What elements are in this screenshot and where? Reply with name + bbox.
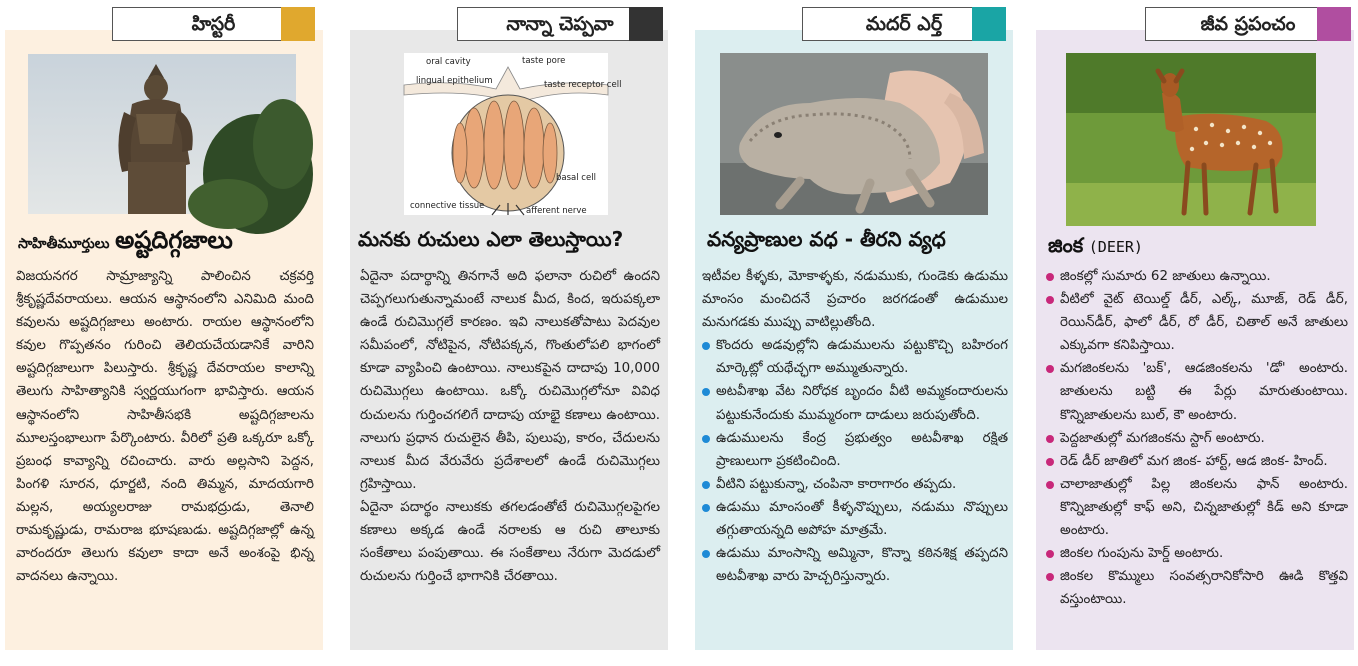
list-item: చాలాజాతుల్లో పిల్ల జింకలను ఫాన్ అంటారు. కొన్నిజాతుల్లో కాఫ్ అని, చిన్నజాతుల్లో కిడ్ అని కూడా అంటారు. [1046, 473, 1348, 542]
label-taste-receptor-cell: taste receptor cell [544, 80, 622, 90]
history-title [18, 226, 233, 260]
mother-earth-header-tab [972, 7, 1006, 41]
mother-earth-header-label: మదర్ ఎర్త్ [865, 13, 943, 35]
bullet-dot-icon [1046, 458, 1054, 466]
list-item: ఉడుము మాంసంతో కీళ్ళనొప్పులు, నడుము నొప్పులు తగ్గుతాయన్నది అపోహ మాత్రమే. [702, 496, 1008, 542]
taste-paragraph-2: ఏదైనా పదార్థం నాలుకకు తగలడంతోటే రుచిమొగ్గలపైగల కణాలు అక్కడ ఉండే నరాలకు ఆ రుచి తాలూకు సంకేతాలు పంపుతాయి. ఈ సంకేతాలు నేరుగా మెదడులో రుచులను గుర్తించే భాగానికి చేరతాయి. [360, 499, 660, 585]
taste-header-label: నాన్నా చెప్పవా [506, 13, 614, 35]
label-basal-cell: basal cell [556, 173, 596, 183]
list-item: పెద్దజాతుల్లో మగజింకను స్టాగ్ అంటారు. [1046, 427, 1348, 450]
bullet-dot-icon [1046, 365, 1054, 373]
list-item: ఉడుములను కేంద్ర ప్రభుత్వం అటవీశాఖ రక్షిత ప్రాణులుగా ప్రకటించింది. [702, 427, 1008, 473]
taste-header [457, 7, 663, 41]
list-item: వీటిని పట్టుకున్నా, చంపినా కారాగారం తప్పదు. [702, 473, 1008, 496]
deer-photo [1066, 53, 1316, 226]
list-item: అటవీశాఖ వేట నిరోధక బృందం వీటి అమ్మకందారులను పట్టుకునేందుకు ముమ్మరంగా దాడులు జరుపుతోంది. [702, 380, 1008, 426]
list-item: జింకల గుంపును హెర్డ్ అంటారు. [1046, 542, 1348, 565]
label-oral-cavity: oral cavity [426, 57, 471, 67]
mother-earth-header [802, 7, 1006, 41]
history-title-main: అష్టదిగ్గజాలు [115, 226, 233, 254]
list-item: రెడ్ డీర్ జాతిలో మగ జింక- హార్ట్, ఆడ జింక- హింద్. [1046, 450, 1348, 473]
living-world-title-sub: (DEER) [1088, 238, 1143, 256]
monitor-lizard-photo [720, 53, 988, 215]
bullet-dot-icon [702, 435, 710, 443]
bullet-dot-icon [1046, 550, 1054, 558]
living-world-body [1046, 265, 1348, 611]
bullet-dot-icon [702, 481, 710, 489]
mother-earth-body [702, 265, 1008, 588]
bullet-dot-icon [1046, 435, 1054, 443]
bullet-dot-icon [702, 550, 710, 558]
label-afferent-nerve: afferent nerve [526, 206, 587, 216]
list-item: ఉడుము మాంసాన్ని అమ్మినా, కొన్నా కఠినశిక్ష తప్పదని అటవీశాఖ వారు హెచ్చరిస్తున్నారు. [702, 542, 1008, 588]
taste-body [360, 265, 660, 588]
bullet-dot-icon [1046, 573, 1054, 581]
list-item: మగజింకలను 'బక్', ఆడజింకలను 'డో' అంటారు. జాతులను బట్టి ఈ పేర్లు మారుతుంటాయి. కొన్నిజాతులను బుల్, కౌ అంటారు. [1046, 357, 1348, 426]
label-lingual-epithelium: lingual epithelium [416, 76, 493, 86]
mother-earth-intro: ఇటీవల కీళ్ళకు, మోకాళ్ళకు, నడుముకు, గుండెకు ఉడుము మాంసం మంచిదనే ప్రచారం జరగడంతో ఉడుముల మనుగడకు ముప్పు వాటిల్లుతోంది. [702, 269, 1008, 331]
living-world-bullets [1046, 265, 1348, 611]
bullet-dot-icon [1046, 481, 1054, 489]
history-header [112, 7, 315, 41]
mother-earth-bullets [702, 334, 1008, 588]
taste-header-tab [629, 7, 663, 41]
list-item: కొందరు అడవుల్లోని ఉడుములను పట్టుకొచ్చి బహిరంగ మార్కెట్లో యథేచ్ఛగా అమ్ముతున్నారు. [702, 334, 1008, 380]
label-connective-tissue: connective tissue [410, 201, 485, 211]
list-item: జింకల్లో సుమారు 62 జాతులు ఉన్నాయి. [1046, 265, 1348, 288]
history-body [16, 265, 314, 588]
history-paragraph: విజయనగర సామ్రాజ్యాన్ని పాలించిన చక్రవర్తి శ్రీకృష్ణదేవరాయలు. ఆయన ఆస్థానంలోని ఎనిమిది మంది కవులను అష్టదిగ్గజాలు అంటారు. రాయల ఆస్థానంలోని కవుల గొప్పతనం గురించి తెలియచేయడానికే వారిని అష్టదిగ్గజాలుగా పిలుస్తారు. శ్రీకృష్ణ దేవరాయల కాలాన్ని తెలుగు సాహిత్యానికి స్వర్ణయుగంగా భావిస్తారు. ఆయన ఆస్థానంలోని సాహితీసభకి అష్టదిగ్గజాలను మూలస్తంభాలుగా పేర్కొంటారు. వీరిలో ప్రతి ఒక్కరూ ఒక్కో ప్రబంధ కావ్యాన్ని రచించారు. వారు అల్లసాని పెద్దన, పింగళి సూరన, ధూర్జటి, నంది తిమ్మన, మాదయగారి మల్లన, అయ్యలరాజు రామభద్రుడు, తెనాలి రామకృష్ణుడు, రామరాజ భూషణుడు. అష్టదిగ్గజాల్లో ఉన్న వారందరూ తెలుగు కవులా కాదా అనే అంశంపై భిన్న వాదనలు ఉన్నాయి. [16, 269, 314, 585]
history-title-prefix: సాహితీమూర్తులు [18, 236, 110, 252]
history-header-tab [281, 7, 315, 41]
list-item: జింకల కొమ్ములు సంవత్సరానికోసారి ఊడి కొత్తవి వస్తుంటాయి. [1046, 565, 1348, 611]
statue-photo [28, 54, 296, 214]
list-item: వీటిలో వైట్ టెయిల్డ్ డీర్, ఎల్క్, మూజ్, రెడ్ డీర్, రెయిన్‌డీర్, ఫాలో డీర్, రో డీర్, చితాల్ అనే జాతులు ఎక్కువగా కనిపిస్తాయి. [1046, 288, 1348, 357]
living-world-header-tab [1317, 7, 1351, 41]
bullet-dot-icon [1046, 296, 1054, 304]
living-world-title-main: జింక [1048, 233, 1084, 257]
living-world-header [1145, 7, 1351, 41]
history-header-label: హిస్టరీ [191, 13, 236, 35]
bullet-dot-icon [702, 388, 710, 396]
living-world-header-label: జీవ ప్రపంచం [1200, 13, 1296, 35]
bullet-dot-icon [702, 504, 710, 512]
label-taste-pore: taste pore [522, 56, 566, 66]
taste-title: మనకు రుచులు ఎలా తెలుస్తాయి? [358, 227, 624, 251]
bullet-dot-icon [1046, 273, 1054, 281]
living-world-title [1048, 233, 1143, 262]
taste-paragraph-1: ఏదైనా పదార్థాన్ని తినగానే అది ఫలానా రుచిలో ఉందని చెప్పగలుగుతున్నామంటే నాలుక మీద, కింద, ఇరుపక్కలా ఉండే రుచిమొగ్గలే కారణం. ఇవి నాలుకతోపాటు పెదవుల సమీపంలో, నోటిపైన, నోటిపక్కన, గొంతులోపలి భాగంలో కూడా వ్యాపించి ఉంటాయి. నాలుకపైన దాదాపు 10,000 రుచిమొగ్గలు ఉంటాయి. ఒక్కో రుచిమొగ్గలోనూ వివిధ రుచులను గుర్తించగలిగే దాదాపు యాభై కణాలు ఉంటాయి. నాలుగు ప్రధాన రుచులైన తీపి, పులుపు, కారం, చేదులను నాలుక మీద వేరువేరు ప్రదేశాలలో ఉండే రుచిమొగ్గలు గ్రహిస్తాయి. [360, 269, 660, 492]
mother-earth-title: వన్యప్రాణుల వధ - తీరని వ్యధ [707, 227, 946, 251]
bullet-dot-icon [702, 342, 710, 350]
taste-bud-diagram [404, 53, 622, 216]
